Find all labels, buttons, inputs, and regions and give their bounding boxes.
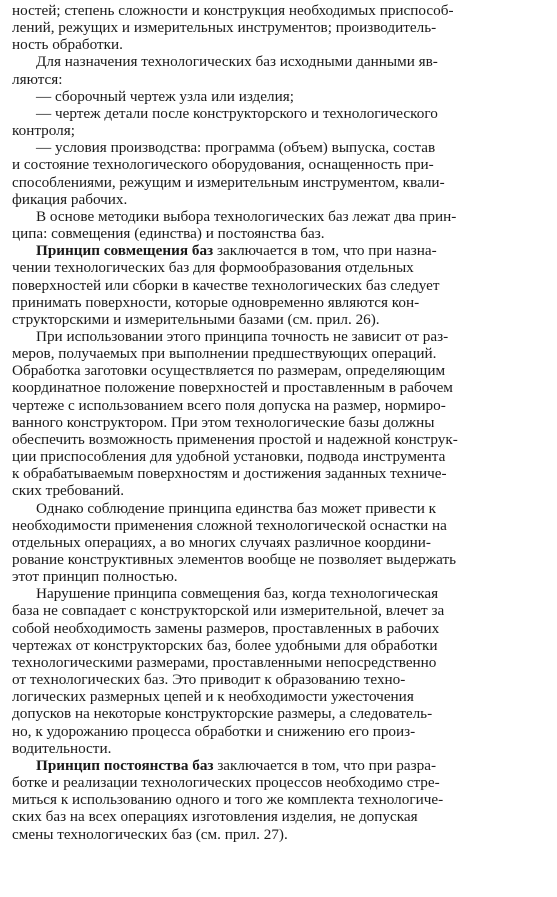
text-line: Нарушение принципа совмещения баз, когда технологическая <box>36 585 439 603</box>
text-line: водительности. <box>12 739 112 757</box>
text-line: миться к использованию одного и того же комплекта технологиче- <box>12 791 444 809</box>
text-line: чертежах от конструкторских баз, более удобными для обработки <box>12 636 438 654</box>
paragraph-violation <box>12 585 549 757</box>
text-line: координатное положение поверхностей и проставленным в рабочем <box>12 379 453 397</box>
text-line: Для назначения технологических баз исходными данными яв- <box>36 53 438 71</box>
text-line: контроля; <box>12 122 75 140</box>
text-line: база не совпадает с конструкторской или измерительной, влечет за <box>12 602 445 620</box>
text-line: собой необходимость замены размеров, проставленных в рабочих <box>12 619 440 637</box>
list-item-part-drawing <box>12 105 549 139</box>
text-line: лений, режущих и измерительных инструментов; производитель- <box>12 19 437 37</box>
text-line: ванного конструктором. При этом технологические базы должны <box>12 413 435 431</box>
text-line: — условия производства: программа (объем) выпуска, состав <box>36 139 436 157</box>
paragraph-workpiece-processing <box>12 362 549 499</box>
text-line: — чертеж детали после конструкторского и технологического <box>36 104 438 122</box>
text-line: При использовании этого принципа точность не зависит от раз- <box>36 327 449 345</box>
text-line: допусков на некоторые конструкторские размеры, а следователь- <box>12 705 433 723</box>
text-line: заключается в том, что при разра- <box>213 756 436 774</box>
text-line: Однако соблюдение принципа единства баз может привести к <box>36 499 437 517</box>
text-line: обеспечить возможность применения простой и надежной конструк- <box>12 430 458 448</box>
text-line: принимать поверхности, которые одновременно являются кон- <box>12 293 420 311</box>
text-line: чертеже с использованием всего поля допуска на размер, нормиро- <box>12 396 446 414</box>
paragraph-continuation <box>12 2 549 53</box>
text-line: структорскими и измерительными базами (см. прил. 26). <box>12 310 380 328</box>
text-line: ность обработки. <box>12 36 123 54</box>
text-line: Обработка заготовки осуществляется по размерам, определяющим <box>12 362 446 380</box>
paragraph-principle-constancy <box>12 757 549 843</box>
text-line: но, к удорожанию процесса обработки и снижению его произ- <box>12 722 416 740</box>
paragraph-accuracy <box>12 328 549 362</box>
text-line: — сборочный чертеж узла или изделия; <box>36 87 294 105</box>
text-line: фикация рабочих. <box>12 190 128 208</box>
text-line: и состояние технологического оборудования, оснащенность при- <box>12 156 434 174</box>
text-line: чении технологических баз для формообразования отдельных <box>12 259 414 277</box>
paragraph-two-principles <box>12 208 549 242</box>
text-line: ских баз на всех операциях изготовления изделия, не допуская <box>12 808 418 826</box>
paragraph-however <box>12 500 549 586</box>
text-line: ципа: совмещения (единства) и постоянства баз. <box>12 225 325 243</box>
text-line: ских требований. <box>12 482 125 500</box>
text-line: этот принцип полностью. <box>12 568 178 586</box>
text-line: меров, получаемых при выполнении предшествующих операций. <box>12 345 437 363</box>
text-line: поверхностей или сборки в качестве технологических баз следует <box>12 276 440 294</box>
text-line: ботке и реализации технологических процессов необходимо стре- <box>12 774 440 792</box>
text-line: рование конструктивных элементов вообще не позволяет выдержать <box>12 551 457 568</box>
paragraph-principle-coincidence <box>12 242 549 328</box>
text-line: необходимости применения сложной технологической оснастки на <box>12 516 447 534</box>
text-line: заключается в том, что при назна- <box>213 242 437 260</box>
text-line: технологическими размерами, проставленными непосредственно <box>12 653 437 671</box>
term-principle-coincidence: Принцип совмещения баз <box>36 242 214 260</box>
list-item-assembly-drawing <box>12 88 549 105</box>
text-line: смены технологических баз (см. прил. 27). <box>12 825 288 843</box>
text-line: от технологических баз. Это приводит к образованию техно- <box>12 671 406 689</box>
text-line: ции приспособления для удобной установки, подвода инструмента <box>12 448 446 466</box>
text-line: ляются: <box>12 70 63 88</box>
term-principle-constancy: Принцип постоянства баз <box>36 756 214 774</box>
text-line: логических размерных цепей и к необходимости ужесточения <box>12 688 414 706</box>
list-item-production-conditions <box>12 139 549 208</box>
paragraph-base-input-data <box>12 53 549 87</box>
text-line: к обрабатываемым поверхностям и достижения заданных техниче- <box>12 465 447 483</box>
text-line: В основе методики выбора технологических баз лежат два прин- <box>36 207 457 225</box>
text-line: способлениями, режущим и измерительным инструментом, квали- <box>12 173 445 191</box>
text-line: отдельных операциях, а во многих случаях различное координи- <box>12 533 431 551</box>
text-line: ностей; степень сложности и конструкция необходимых приспособ- <box>12 2 454 19</box>
